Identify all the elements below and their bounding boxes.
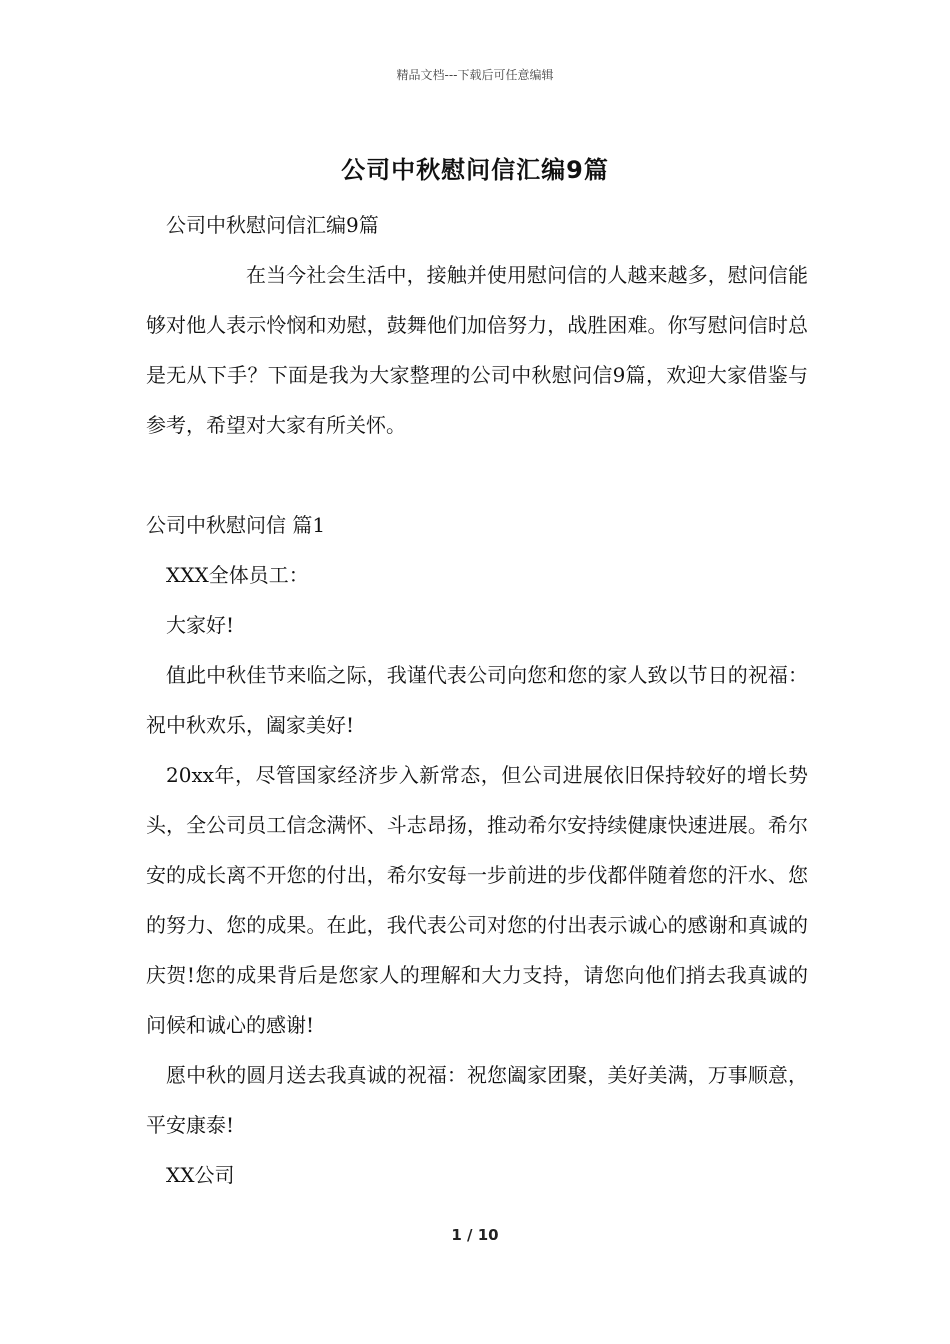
salutation: XXX全体员工： — [166, 563, 309, 587]
page-number: 1 / 10 — [451, 1226, 499, 1244]
body-paragraph: 愿中秋的圆月送去我真诚的祝福：祝您阖家团聚，美好美满，万事顺意，平安康泰! — [146, 1063, 808, 1137]
document-body — [146, 200, 808, 1200]
intro-paragraph: 在当今社会生活中，接触并使用慰问信的人越来越多，慰问信能够对他人表示怜悯和劝慰，鼓舞他们加倍努力，战胜困难。你写慰问信时总是无从下手？下面是我为大家整理的公司中秋慰问信9篇，欢迎大家借鉴与参考，希望对大家有所关怀。 — [146, 263, 808, 437]
document-title: 公司中秋慰问信汇编9篇 — [341, 156, 609, 184]
greeting: 大家好! — [166, 613, 235, 637]
header-note: 精品文档---下载后可任意编辑 — [396, 68, 554, 82]
section-heading: 公司中秋慰问信 篇1 — [146, 513, 326, 537]
document-subtitle: 公司中秋慰问信汇编9篇 — [166, 213, 379, 237]
body-paragraph: 值此中秋佳节来临之际，我谨代表公司向您和您的家人致以节日的祝福：祝中秋欢乐，阖家美好! — [146, 663, 808, 737]
blank-line — [146, 450, 808, 500]
body-paragraph: 20xx年，尽管国家经济步入新常态，但公司进展依旧保持较好的增长势头，全公司员工信念满怀、斗志昂扬，推动希尔安持续健康快速进展。希尔安的成长离不开您的付出，希尔安每一步前进的步伐都伴随着您的汗水、您的努力、您的成果。在此，我代表公司对您的付出表示诚心的感谢和真诚的庆贺!您的成果背后是您家人的理解和大力支持，请您向他们捎去我真诚的问候和诚心的感谢! — [146, 763, 808, 1037]
signature: XX公司 — [166, 1163, 235, 1187]
